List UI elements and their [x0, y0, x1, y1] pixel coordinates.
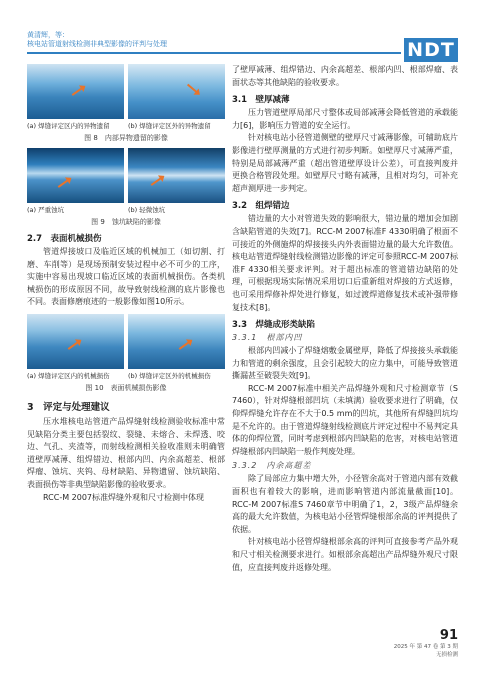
arrow-icon — [187, 84, 199, 95]
fig10b-radiograph — [128, 314, 225, 369]
fig8b-radiograph — [128, 64, 225, 119]
section-3-1-title: 3.1 壁厚减薄 — [232, 95, 290, 106]
issue-info: 2025 年 第 47 卷 第 3 期 — [393, 644, 458, 650]
header-title: 核电站管道射线检测非典型影像的评判与处理 — [27, 40, 167, 48]
arrow-icon — [68, 340, 81, 350]
fig9a-radiograph — [27, 148, 124, 203]
fig9b-radiograph — [128, 148, 225, 203]
header-authors: 黄清辉，等： — [27, 31, 69, 39]
arrow-icon — [58, 178, 71, 188]
fig9-caption: 图 9 蚀坑缺陷的影像 — [91, 218, 161, 226]
section-3-text: 压水堆核电站管道产品焊缝射线检测验收标准中常见缺陷分类主要包括裂纹、裂缝、未熔合、未焊透、咬边、气孔、夹渣等，而射线检测相关验收准则未明确管道壁厚减薄、组焊错边、根部内凹、内余高超差、根部焊瘤、蚀坑、夹钨、母材缺陷、异物遗留、蚀坑缺陷、表面损伤等非典型缺陷影像的验收要求。 — [27, 416, 225, 489]
section-3-3-2-para-1: 除了局部应力集中增大外，小径管余高对于管道内部有效截面积也有着较大的影响，进而影响管道内部流量截面[10]。RCC-M 2007标准S 7460章节中明确了1，2，3级产品焊缝余高的最大允许数值，为核电站小径管焊缝根部余高的评判提供了依据。 — [232, 474, 458, 534]
figure-8 — [27, 64, 225, 130]
section-3-3-1-para-2: RCC-M 2007标准中相关产品焊缝外观和尺寸检测章节（S 7460），针对焊缝根部凹坑（未填满）验收要求进行了明确，仅仰焊焊缝允许存在不大于0.5 mm的凹坑，其他所有焊缝凹坑均是不允许的。由于管道焊缝射线检测底片评定过程中不易判定具体的仰焊位置，同时考虑到根部内凹缺陷的危害，对核电站管道焊缝根部内凹缺陷一般作判废处理。 — [232, 383, 458, 456]
section-3-3-2-para-2: 针对核电站小径管焊缝根部余高的评判可直接参考产品外观和尺寸相关检测要求进行。如根部余高超出产品焊缝外观尺寸限值，应直接判废并返修处理。 — [232, 537, 458, 572]
right-column — [232, 64, 458, 574]
fig8a-subcaption: (a) 焊缝评定区内的异物遗留 — [27, 122, 110, 130]
journal-name: 无损检测 — [435, 652, 458, 658]
arrow-icon — [151, 176, 164, 186]
section-3-3-title: 3.3 焊缝成形类缺陷 — [232, 320, 316, 331]
fig8-caption: 图 8 内部异物遗留的影像 — [84, 134, 168, 142]
header-rule — [27, 52, 401, 54]
section-3-3-1-title: 3.3.1 根部内凹 — [232, 333, 303, 343]
arrow-icon — [72, 86, 85, 96]
fig10b-subcaption: (b) 焊缝评定区外的机械损伤 — [128, 371, 211, 380]
section-3-1-para-1: 压力管道壁厚局部尺寸整体或局部减薄会降低管道的承载能力[6]，影响压力管道的安全运行。 — [232, 108, 458, 130]
fig9b-subcaption: (b) 轻微蚀坑 — [128, 206, 166, 214]
section-3-1-para-2: 针对核电站小径管道侧壁的壁厚尺寸减薄影像，可辅助底片影像进行壁厚测量的方式进行初步判断。如壁厚尺寸减薄严重，特别是局部减薄严重（超出管道壁厚设计公差），可直接判废并更换合格管段处理。如壁厚尺寸略有减薄，且相对均匀，可补充超声测厚进一步判定。 — [232, 133, 458, 193]
section-2-7-text: 管道焊接坡口及临近区域的机械加工（如切割、打磨、车削等）是现场预制安装过程中必不可少的工序，实施中容易出现坡口临近区域的表面机械损伤。各类机械损伤的形成原因不同，故导致射线检测的底片影像也不同。表面修磨痕迹的一般影像如图10所示。 — [27, 247, 225, 307]
section-3-2-title: 3.2 组焊错边 — [232, 201, 290, 212]
left-column — [27, 64, 225, 504]
section-3-3-2-title: 3.3.2 内余高超差 — [232, 461, 312, 471]
page-number: 91 — [439, 628, 458, 643]
fig9a-subcaption: (a) 严重蚀坑 — [27, 206, 65, 214]
section-3-text-2: RCC-M 2007标准焊缝外观和尺寸检测中体现 — [43, 492, 205, 502]
journal-logo: NDT — [404, 38, 458, 62]
arrow-icon — [179, 340, 192, 350]
fig10-caption: 图 10 表面机械损伤影像 — [85, 383, 167, 392]
section-3-title: 3 评定与处理建议 — [27, 401, 110, 413]
fig10a-radiograph — [27, 314, 124, 369]
page-header — [0, 0, 480, 60]
section-3-2-para-1: 错边量的大小对管道失效的影响很大，错边量的增加会加剧含缺陷管道的失效[7]。RCC-M 2007标准F 4330明确了根面不可接近的外侧施焊的焊接接头内外表面错边量的最大允许数值。核电站管道焊缝射线检测错边影像的评定可参照RCC-M 2007标准F 4330相关要求评判。对于超出标准的管道错边缺陷的处理，可根据现场实际情况采用切口后重新组对焊接的方式返修，也可采用焊修补焊处进行修复，如过渡焊道修复技术或补强带修复技术[8]。 — [232, 214, 458, 312]
fig10a-subcaption: (a) 焊缝评定区内的机械损伤 — [27, 371, 110, 380]
figure-10 — [27, 314, 225, 380]
paragraph-continued: 了壁厚减薄、组焊错边、内余高超差、根部内凹、根部焊瘤、表面状态等其他缺陷的验收要求。 — [232, 65, 458, 87]
fig8b-subcaption: (b) 焊缝评定区外的异物遗留 — [128, 122, 211, 130]
figure-9 — [27, 148, 225, 214]
section-2-7-title: 2.7 表面机械损伤 — [27, 234, 102, 244]
page-footer — [382, 628, 458, 659]
fig8a-radiograph — [27, 64, 124, 119]
section-3-3-1-para-1: 根部内凹减小了焊缝熔敷金属壁厚，降低了焊接接头承载能力和管道的剩余强度，且会引起较大的应力集中，可能导致管道撕漏甚至破裂失效[9]。 — [232, 346, 458, 381]
